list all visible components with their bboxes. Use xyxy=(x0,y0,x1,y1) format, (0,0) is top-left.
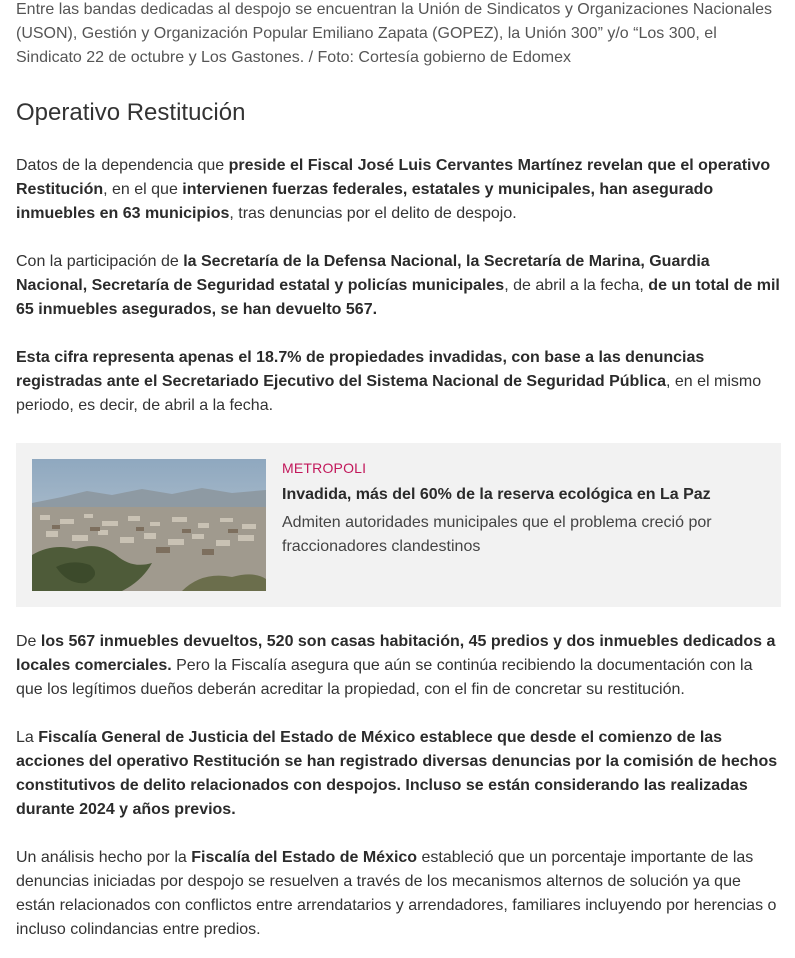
photo-caption: Entre las bandas dedicadas al despojo se encuentran la Unión de Sindicatos y Organizaciones Nacionales (USON), Gestión y Organización Popular Emiliano Zapata (GOPEZ), la Unión 300” y/o “Los 300, el Sindicato 22 de octubre y Los Gastones. / Foto: Cortesía gobierno de Edomex xyxy=(16,1,773,66)
p1-text-1: Datos de la dependencia que xyxy=(16,157,229,174)
p4-bold-1: los 567 inmuebles devueltos, 520 son casas habitación, 45 predios y dos inmuebles dedicados a locales comerciales. xyxy=(16,633,776,674)
p3-text-1: , en el mismo periodo, es decir, de abril a la fecha. xyxy=(16,373,762,414)
related-article-section[interactable]: METROPOLI xyxy=(282,460,367,476)
p1-text-2: , en el que xyxy=(103,181,183,198)
related-article-card[interactable] xyxy=(16,443,781,607)
p2-bold-2: de un total de mil 65 inmuebles asegurados, se han devuelto 567. xyxy=(16,277,780,318)
paragraph-4 xyxy=(16,630,781,702)
related-article-image[interactable] xyxy=(32,459,266,591)
p1-bold-1: preside el Fiscal José Luis Cervantes Martínez revelan que el operativo Restitución xyxy=(16,157,771,198)
section-title: Operativo Restitución xyxy=(16,99,246,126)
p4-text-1: De xyxy=(16,633,41,650)
p1-text-3: , tras denuncias por el delito de despojo. xyxy=(229,205,517,222)
p2-text-2: , de abril a la fecha, xyxy=(504,277,649,294)
p5-bold-1: Fiscalía General de Justicia del Estado de México establece que desde el comienzo de las acciones del operativo Restitución se han registrado diversas denuncias por la comisión de hechos constitutivos de delito relacionados con despojos. Incluso se están considerando las realizadas durante 2024 y años previos. xyxy=(16,729,778,818)
p5-text-1: La xyxy=(16,729,39,746)
p6-text-2: estableció que un porcentaje importante de las denuncias iniciadas por despojo se resuelven a través de los mecanismos alternos de solución ya que están relacionados con conflictos entre arrendatarios y arrendadores, familiares incluyendo por herencias o incluso colindancias entre predios. xyxy=(16,849,777,938)
p2-bold-1: la Secretaría de la Defensa Nacional, la Secretaría de Marina, Guardia Nacional, Secretaría de Seguridad estatal y policías municipales xyxy=(16,253,710,294)
p6-text-1: Un análisis hecho por la xyxy=(16,849,192,866)
p6-bold-1: Fiscalía del Estado de México xyxy=(191,849,418,866)
p2-text-1: Con la participación de xyxy=(16,253,184,270)
related-article-summary: Admiten autoridades municipales que el problema creció por fraccionadores clandestinos xyxy=(282,514,712,555)
related-article-headline[interactable]: Invadida, más del 60% de la reserva ecológica en La Paz xyxy=(282,486,711,503)
paragraph-2 xyxy=(16,250,781,322)
paragraph-5 xyxy=(16,726,781,822)
p4-text-2: Pero la Fiscalía asegura que aún se continúa recibiendo la documentación con la que los legítimos dueños deberán acreditar la propiedad, con el fin de concretar su restitución. xyxy=(16,657,753,698)
paragraph-3 xyxy=(16,346,781,418)
p1-bold-2: intervienen fuerzas federales, estatales y municipales, han asegurado inmuebles en 63 municipios xyxy=(16,181,714,222)
paragraph-1 xyxy=(16,154,781,226)
paragraph-6 xyxy=(16,846,781,942)
p3-bold-1: Esta cifra representa apenas el 18.7% de propiedades invadidas, con base a las denuncias registradas ante el Secretariado Ejecutivo del Sistema Nacional de Seguridad Pública xyxy=(16,349,705,390)
city-panorama-image xyxy=(32,459,266,591)
